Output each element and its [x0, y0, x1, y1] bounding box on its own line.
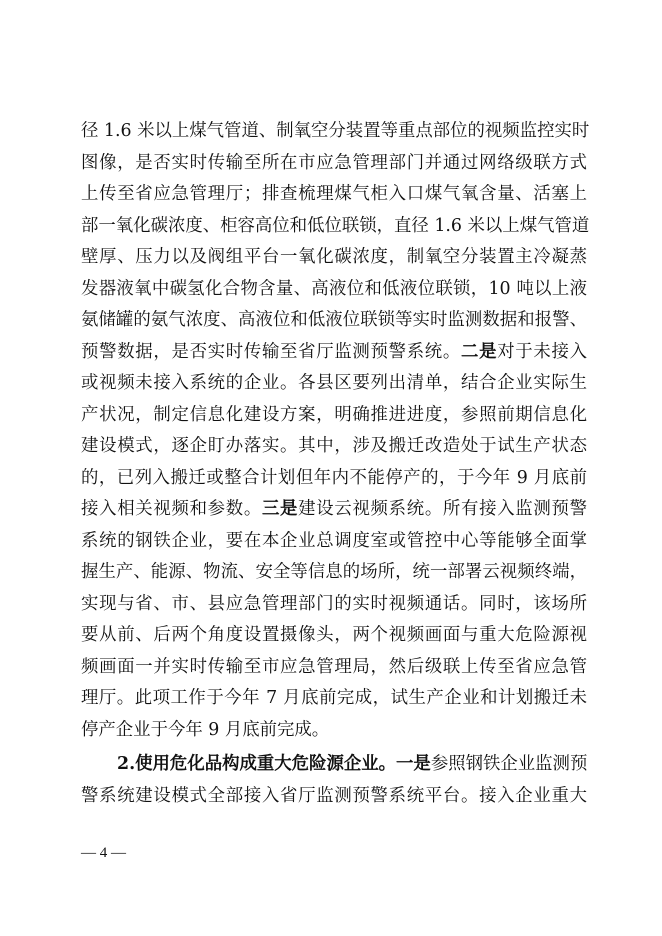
- text-line: 径 1.6 米以上煤气管道、制氧空分装置等重点部位的视频监控实时: [81, 121, 590, 141]
- text-line: 部一氧化碳浓度、柜容高位和低位联锁，直径 1.6 米以上煤气管道: [81, 215, 590, 236]
- text-line: [81, 337, 587, 369]
- line-text: 参照钢铁企业监测预: [430, 754, 588, 774]
- body-text: [81, 116, 590, 812]
- text-line: [81, 494, 587, 526]
- emphasis-marker: 三是: [261, 499, 299, 519]
- text-line: 或视频未接入系统的企业。各县区要列出清单，结合企业实际生: [81, 373, 587, 393]
- line-text: 接入相关视频和参数。: [81, 499, 262, 519]
- text-line: 握生产、能源、物流、安全等信息的场所，统一部署云视频终端，: [81, 562, 587, 582]
- text-line: 氨储罐的氨气浓度、高液位和低液位联锁等实时监测数据和报警、: [81, 310, 587, 330]
- text-line: 上传至省应急管理厅；排查梳理煤气柜入口煤气氧含量、活塞上: [81, 184, 587, 204]
- text-line: 产状况，制定信息化建设方案，明确推进进度，参照前期信息化: [81, 404, 587, 425]
- text-line: 发器液氧中碳氢化合物含量、高液位和低液位联锁，10 吨以上液: [81, 278, 587, 299]
- text-line: 警系统建设模式全部接入省厅监测预警系统平台。接入企业重大: [81, 785, 587, 806]
- text-line: 停产企业于今年 9 月底前完成。: [81, 719, 330, 740]
- line-text: 建设云视频系统。所有接入监测预警: [298, 499, 587, 519]
- section-heading: 2.使用危化品构成重大危险源企业。一是: [117, 754, 431, 774]
- text-line: 系统的钢铁企业，要在本企业总调度室或管控中心等能够全面掌: [81, 530, 587, 551]
- text-line: 实现与省、市、县应急管理部门的实时视频通话。同时，该场所: [81, 593, 587, 614]
- line-text: 预警数据，是否实时传输至省厅监测预警系统。: [81, 341, 461, 362]
- section-heading-line: [81, 749, 587, 781]
- text-line: 理厅。此项工作于今年 7 月底前完成，试生产企业和计划搬迁未: [81, 688, 587, 708]
- text-line: 壁厚、压力以及阀组平台一氧化碳浓度，制氧空分装置主冷凝蒸: [81, 247, 587, 267]
- page-number: — 4 —: [81, 845, 126, 861]
- text-line: 要从前、后两个角度设置摄像头，两个视频画面与重大危险源视: [81, 625, 587, 645]
- text-line: 建设模式，逐企盯办落实。其中，涉及搬迁改造处于试生产状态: [81, 436, 587, 456]
- emphasis-marker: 二是: [461, 341, 498, 362]
- text-line: 频画面一并实时传输至市应急管理局，然后级联上传至省应急管: [81, 656, 587, 677]
- text-line: 图像，是否实时传输至所在市应急管理部门并通过网络级联方式: [81, 152, 587, 173]
- text-line: 的，已列入搬迁或整合计划但年内不能停产的，于今年 9 月底前: [81, 467, 587, 488]
- line-text: 对于未接入: [497, 341, 587, 362]
